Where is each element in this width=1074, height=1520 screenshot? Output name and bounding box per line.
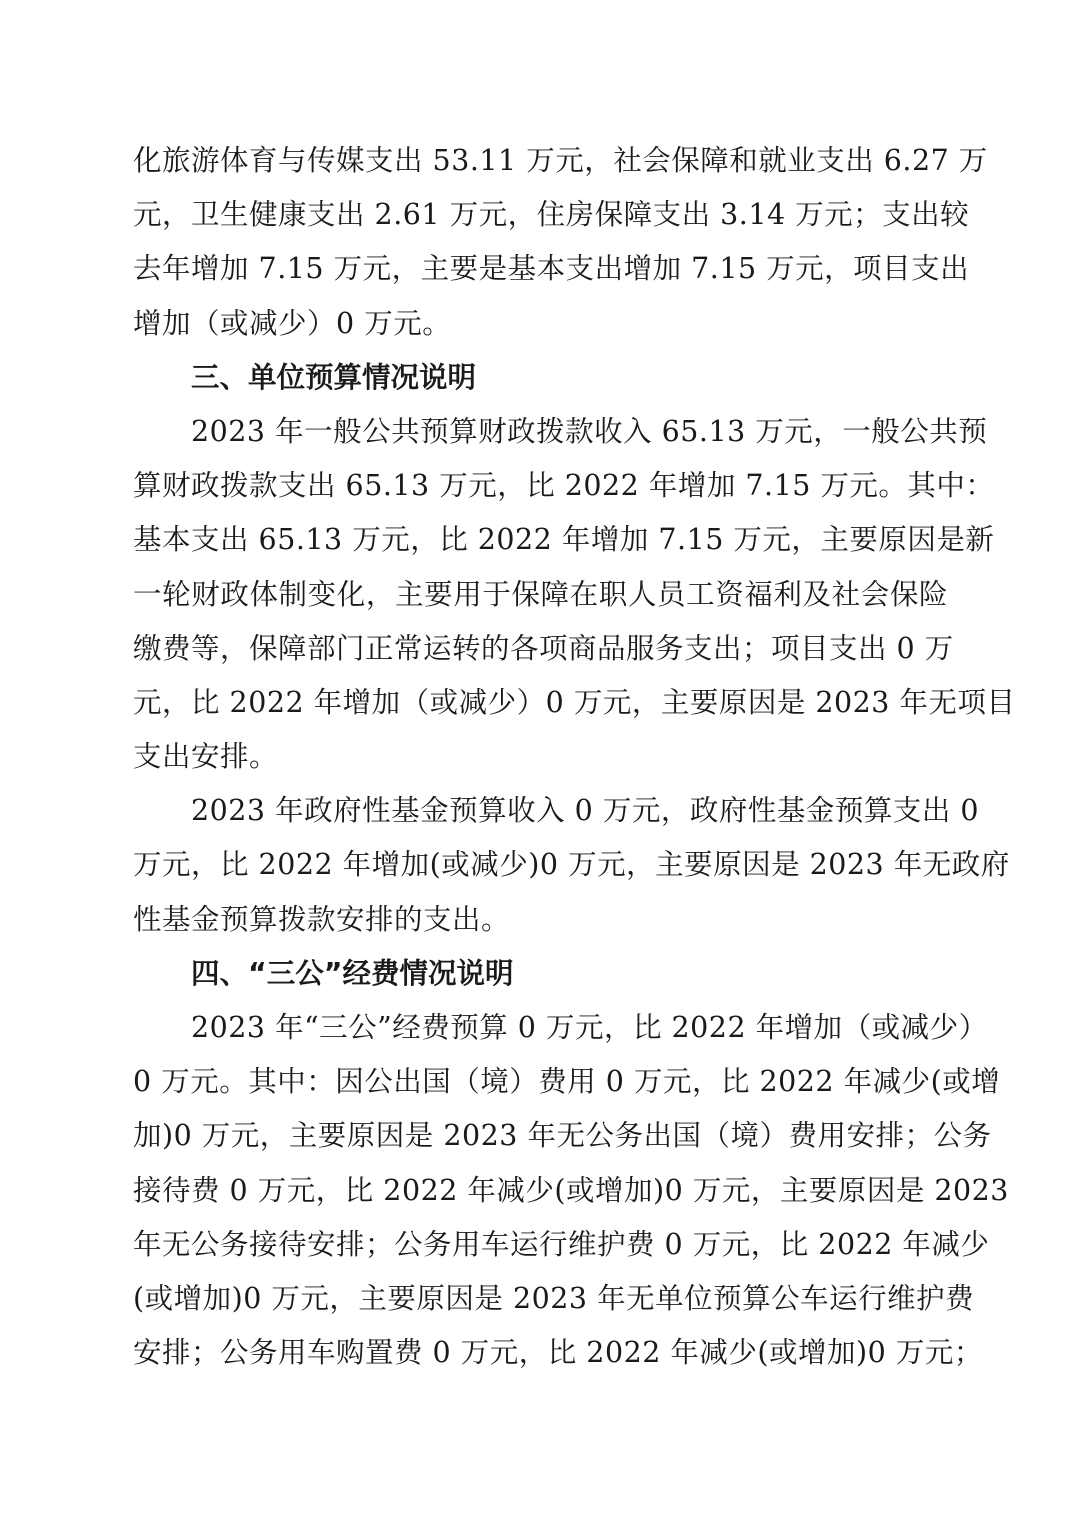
paragraph-1-line: 增加（或减少）0 万元。 [133, 306, 452, 340]
paragraph-1-line: 化旅游体育与传媒支出 53.11 万元，社会保障和就业支出 6.27 万 [133, 144, 988, 177]
document-page [133, 134, 1016, 1380]
paragraph-2-line: 支出安排。 [133, 740, 279, 774]
paragraph-3-line: 性基金预算拨款安排的支出。 [133, 902, 511, 936]
paragraph-4-line: 2023 年“三公”经费预算 0 万元，比 2022 年增加（或减少） [191, 1011, 988, 1044]
paragraph-2-line: 算财政拨款支出 65.13 万元，比 2022 年增加 7.15 万元。其中： [133, 469, 995, 503]
paragraph-4-line: 0 万元。其中：因公出国（境）费用 0 万元，比 2022 年减少(或增 [133, 1065, 1001, 1099]
paragraph-3-line: 2023 年政府性基金预算收入 0 万元，政府性基金预算支出 0 [191, 794, 980, 828]
paragraph-1-line: 元，卫生健康支出 2.61 万元，住房保障支出 3.14 万元；支出较 [133, 198, 970, 232]
paragraph-4-line: (或增加)0 万元，主要原因是 2023 年无单位预算公车运行维护费 [133, 1281, 975, 1315]
paragraph-4-line: 安排；公务用车购置费 0 万元，比 2022 年减少(或增加)0 万元； [133, 1336, 983, 1370]
paragraph-3-line: 万元，比 2022 年增加(或减少)0 万元，主要原因是 2023 年无政府 [133, 848, 1010, 882]
paragraph-2-line: 元，比 2022 年增加（或减少）0 万元，主要原因是 2023 年无项目 [133, 685, 1016, 719]
section-heading-4: 四、“三公”经费情况说明 [191, 956, 514, 990]
paragraph-2-line: 2023 年一般公共预算财政拨款收入 65.13 万元，一般公共预 [191, 414, 988, 448]
paragraph-2-line: 缴费等，保障部门正常运转的各项商品服务支出；项目支出 0 万 [133, 631, 954, 665]
paragraph-4-line: 接待费 0 万元，比 2022 年减少(或增加)0 万元，主要原因是 2023 [133, 1173, 1009, 1207]
paragraph-4-line: 年无公务接待安排；公务用车运行维护费 0 万元，比 2022 年减少 [133, 1227, 990, 1261]
paragraph-2-line: 基本支出 65.13 万元，比 2022 年增加 7.15 万元，主要原因是新 [133, 523, 995, 557]
paragraph-2-line: 一轮财政体制变化，主要用于保障在职人员工资福利及社会保险 [133, 577, 948, 611]
section-heading-3: 三、单位预算情况说明 [191, 360, 477, 394]
paragraph-1-line: 去年增加 7.15 万元，主要是基本支出增加 7.15 万元，项目支出 [133, 252, 970, 286]
paragraph-4-line: 加)0 万元，主要原因是 2023 年无公务出国（境）费用安排；公务 [133, 1119, 992, 1153]
